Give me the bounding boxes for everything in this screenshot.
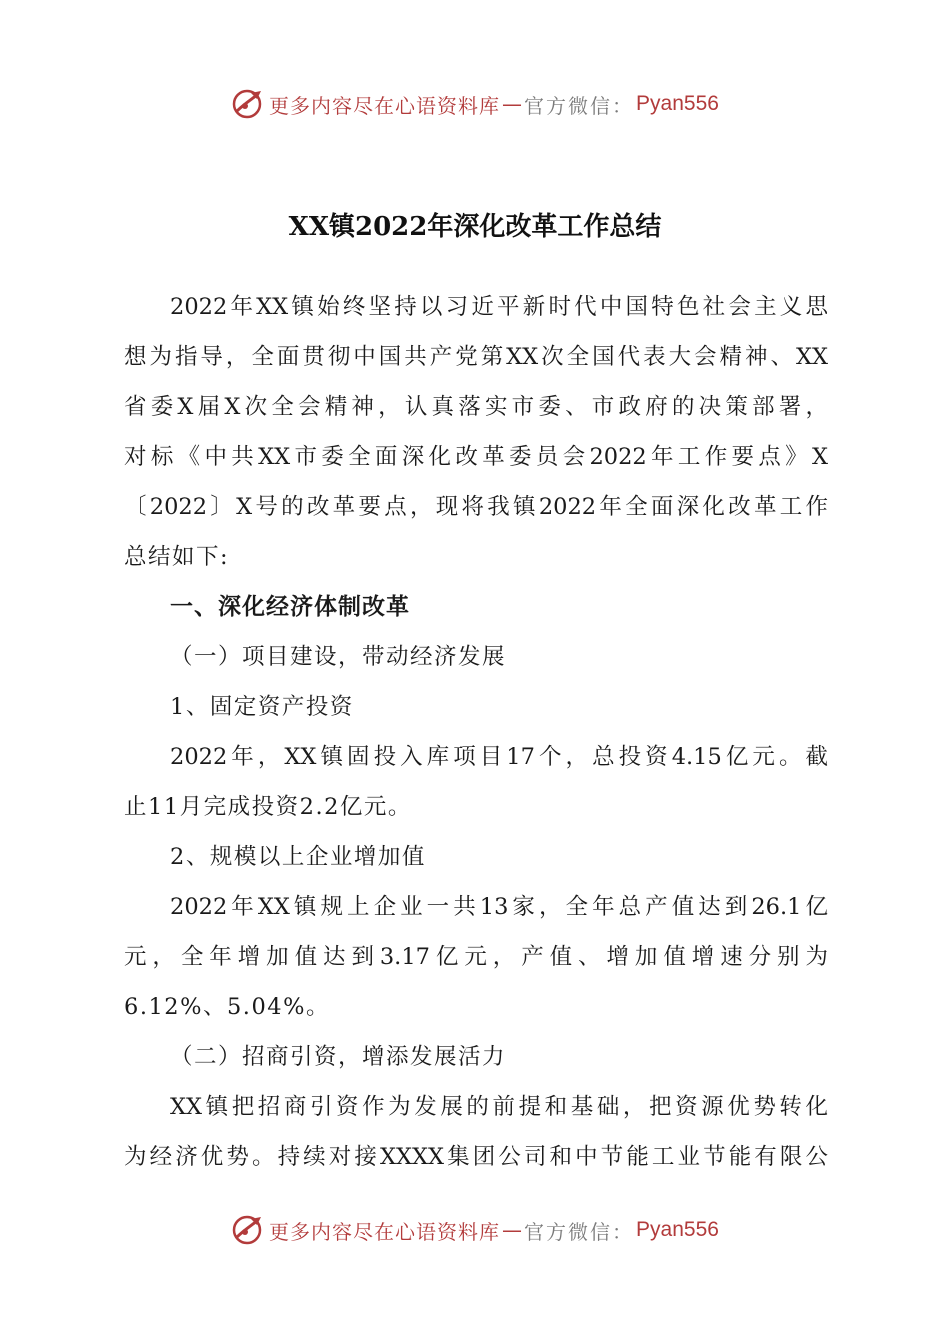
body-line: 2022年XX镇始终坚持以习近平新时代中国特色社会主义思 — [170, 294, 828, 320]
subsection-heading: （一）项目建设，带动经济发展 — [170, 644, 507, 670]
subsection-heading: （二）招商引资，增添发展活力 — [170, 1044, 507, 1070]
document-body — [124, 282, 828, 1182]
body-line: 2022年XX镇规上企业一共13家，全年总产值达到26.1亿 — [170, 894, 828, 920]
banner-wechat-label: 官方微信： — [524, 1219, 635, 1244]
pen-logo-icon — [231, 87, 265, 121]
footer-watermark-banner — [0, 1210, 950, 1250]
body-line: 总结如下: — [124, 544, 230, 570]
banner-wechat-label: 官方微信： — [524, 93, 635, 118]
banner-wechat-id: Pyan556 — [636, 1218, 719, 1241]
banner-separator: — — [502, 1218, 523, 1242]
body-line: 〔2022〕X号的改革要点，现将我镇2022年全面深化改革工作 — [124, 494, 828, 520]
body-line: 止11月完成投资2.2亿元。 — [124, 794, 412, 820]
section-heading: 一、深化经济体制改革 — [170, 594, 410, 620]
item-heading: 2、规模以上企业增加值 — [170, 844, 426, 870]
body-line: 对标《中共XX市委全面深化改革委员会2022年工作要点》X — [124, 444, 828, 470]
header-watermark-banner — [0, 84, 950, 124]
body-line: 元，全年增加值达到3.17亿元，产值、增加值增速分别为 — [124, 944, 828, 970]
body-line: XX镇把招商引资作为发展的前提和基础，把资源优势转化 — [170, 1094, 828, 1120]
body-line: 省委X届X次全会精神，认真落实市委、市政府的决策部署， — [124, 394, 828, 420]
banner-separator: — — [502, 92, 523, 116]
body-line: 想为指导，全面贯彻中国共产党第XX次全国代表大会精神、XX — [124, 344, 828, 370]
banner-text: 更多内容尽在心语资料库 — [269, 1219, 501, 1244]
body-line: 6.12%、5.04%。 — [124, 994, 330, 1020]
document-title: XX镇2022年深化改革工作总结 — [288, 212, 662, 242]
item-heading: 1、固定资产投资 — [170, 694, 354, 720]
body-line: 为经济优势。持续对接XXXX集团公司和中节能工业节能有限公 — [124, 1144, 828, 1170]
body-line: 2022年，XX镇固投入库项目17个，总投资4.15亿元。截 — [170, 744, 828, 770]
banner-text: 更多内容尽在心语资料库 — [269, 93, 501, 118]
pen-logo-icon — [231, 1213, 265, 1247]
banner-wechat-id: Pyan556 — [636, 92, 719, 115]
